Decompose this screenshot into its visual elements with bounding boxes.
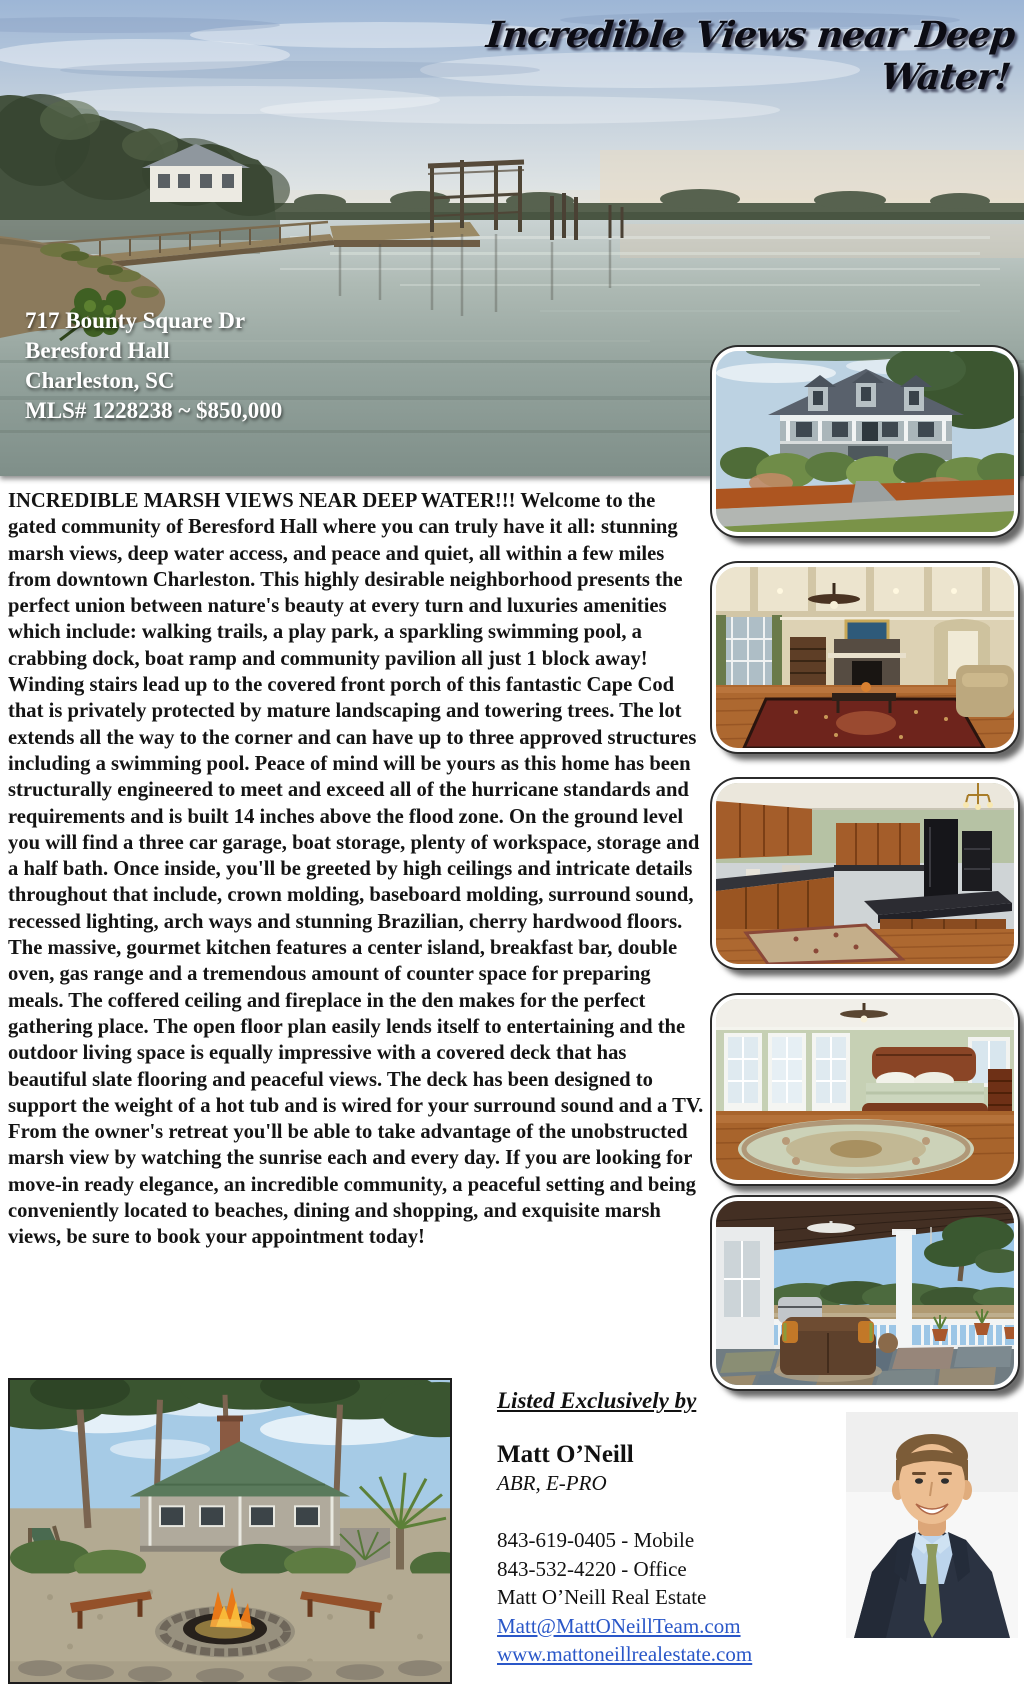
agent-name: Matt O’Neill — [497, 1441, 634, 1468]
photo-house-exterior — [712, 347, 1018, 536]
porch-illustration — [716, 1201, 1014, 1385]
agent-contact-block — [497, 1388, 827, 1669]
agent-credentials: ABR, E-PRO — [497, 1471, 607, 1495]
house-exterior-illustration — [716, 351, 1014, 532]
fire-pit-illustration — [10, 1380, 450, 1682]
agent-website-link[interactable]: www.mattoneillrealestate.com — [497, 1642, 753, 1666]
agent-mobile-phone: 843-619-0405 - Mobile — [497, 1528, 695, 1552]
mls-price-line: MLS# 1228238 ~ $850,000 — [25, 398, 283, 423]
agent-portrait-illustration — [846, 1412, 1018, 1638]
banner-title: Incredible Views near Deep Water! — [484, 14, 1017, 98]
bedroom-illustration — [716, 999, 1014, 1180]
photo-backyard-fire-pit — [8, 1378, 452, 1684]
kitchen-illustration — [716, 783, 1014, 964]
photo-master-bedroom — [712, 995, 1018, 1184]
photo-kitchen — [712, 779, 1018, 968]
address-line-community: Beresford Hall — [25, 338, 170, 363]
photo-living-room — [712, 563, 1018, 752]
living-room-illustration — [716, 567, 1014, 748]
agent-company: Matt O’Neill Real Estate — [497, 1585, 707, 1609]
agent-email-link[interactable]: Matt@MattONeillTeam.com — [497, 1613, 741, 1638]
agent-headshot-photo — [846, 1412, 1018, 1638]
photo-covered-porch — [712, 1197, 1018, 1389]
agent-office-phone: 843-532-4220 - Office — [497, 1556, 687, 1581]
address-line-city: Charleston, SC — [25, 368, 175, 393]
listed-by-heading: Listed Exclusively by — [497, 1388, 697, 1413]
address-overlay — [25, 306, 282, 426]
property-description: INCREDIBLE MARSH VIEWS NEAR DEEP WATER!!! Welcome to the gated community of Beresford Hall where you can truly have it all: stunning marsh views, deep water access, and peace and quiet, all within a few miles from downtown Charleston. This highly desirable neighborhood presents the perfect union between nature's beauty at every turn and luxuries amenities which include: walking trails, a play park, a sparkling swimming pool, a crabbing dock, boat ramp and community pavilion all just 1 block away! Winding stairs lead up to the covered front porch of this fantastic Cape Cod that is privately protected by mature landscaping and towering trees. The lot extends all the way to the corner and can have up to three approved structures including a swimming pool. Peace of mind will be yours as this home has been structurally engineered to meet and exceed all of the hurricane standards and requirements and is built 14 inches above the flood zone. On the ground level you will find a three car garage, boat storage, plenty of workspace, storage and a half bath. Once inside, you'll be greeted by high ceilings and intricate details throughout that include, crown molding, baseboard molding, surround sound, recessed lighting, arch ways and stunning Brazilian, cherry hardwood floors. The massive, gourmet kitchen features a center island, breakfast bar, double oven, gas range and a tremendous amount of counter space for preparing meals. The coffered ceiling and fireplace in the den makes for the perfect gathering place. The open floor plan easily lends itself to entertaining and the outdoor living space is equally impressive with a covered deck that has beautiful slate flooring and peaceful views. The deck has been designed to support the weight of a hot tub and is wired for your surround sound and a TV. From the owner's retreat you'll be able to take advantage of the unobstructed marsh view by watching the sunrise each and every day. If you are looking for move-in ready elegance, an incredible community, a peaceful setting and being conveniently located to beaches, dining and shopping, and exquisite marsh views, be sure to book your appointment today! — [8, 490, 704, 1249]
address-line-street: 717 Bounty Square Dr — [25, 308, 246, 333]
